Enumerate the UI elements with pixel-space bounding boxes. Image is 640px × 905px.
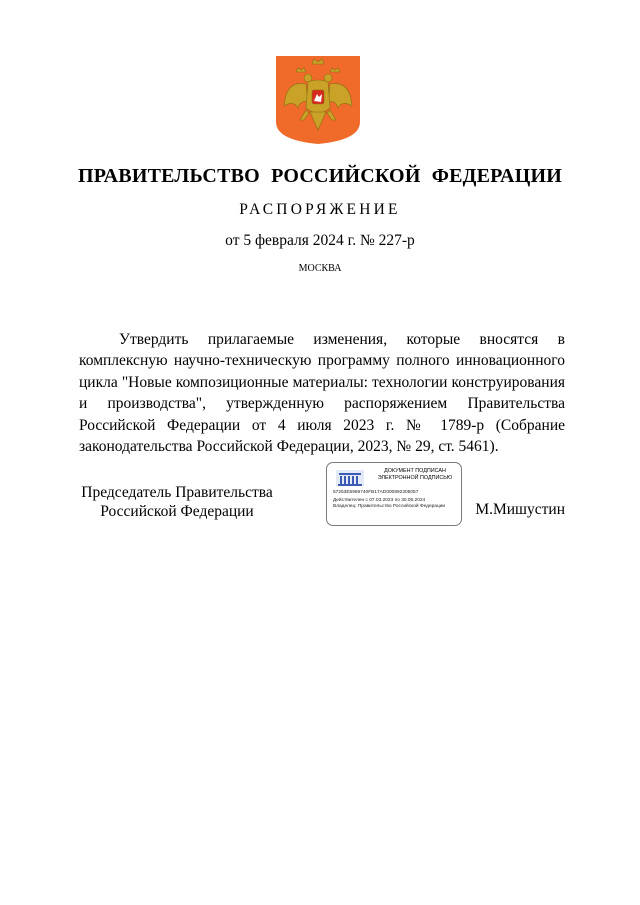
signer-position-line1: Председатель Правительства xyxy=(81,484,273,501)
stamp-heading-line1: ДОКУМЕНТ ПОДПИСАН xyxy=(384,468,446,474)
coat-of-arms-icon xyxy=(276,56,360,144)
document-type: РАСПОРЯЖЕНИЕ xyxy=(239,201,401,218)
stamp-validity: Действителен с 07.03.2023 по 30.05.2024 xyxy=(333,498,426,503)
government-building-icon xyxy=(335,468,365,488)
signer-position xyxy=(72,483,282,521)
signer-name: М.Мишустин xyxy=(475,501,565,518)
body-paragraph: Утвердить прилагаемые изменения, которые вносятся в комплексную научно-техническую программу полного инновационного цикла "Новые композиционные материалы: технологии конструирования и производства", утвержденную распоряжением Правительства Российской Федерации от 4 июля 2023 г. № 1789-р (Собрание законодательства Российской Федерации, 2023, № 29, ст. 5461). xyxy=(79,331,565,456)
signer-position-line2: Российской Федерации xyxy=(100,503,254,520)
stamp-owner: Владелец: Правительство Российской Федерации xyxy=(333,504,446,509)
stamp-certificate: 57253E5969740FB17AD000892305057 xyxy=(333,490,419,495)
electronic-signature-stamp xyxy=(326,462,462,526)
document-city: МОСКВА xyxy=(298,263,342,274)
stamp-heading-line2: ЭЛЕКТРОННОЙ ПОДПИСЬЮ xyxy=(377,475,453,482)
stamp-heading xyxy=(371,468,459,482)
document-date-number: от 5 февраля 2024 г. № 227-р xyxy=(225,232,415,249)
page-title: ПРАВИТЕЛЬСТВО РОССИЙСКОЙ ФЕДЕРАЦИИ xyxy=(78,165,562,187)
